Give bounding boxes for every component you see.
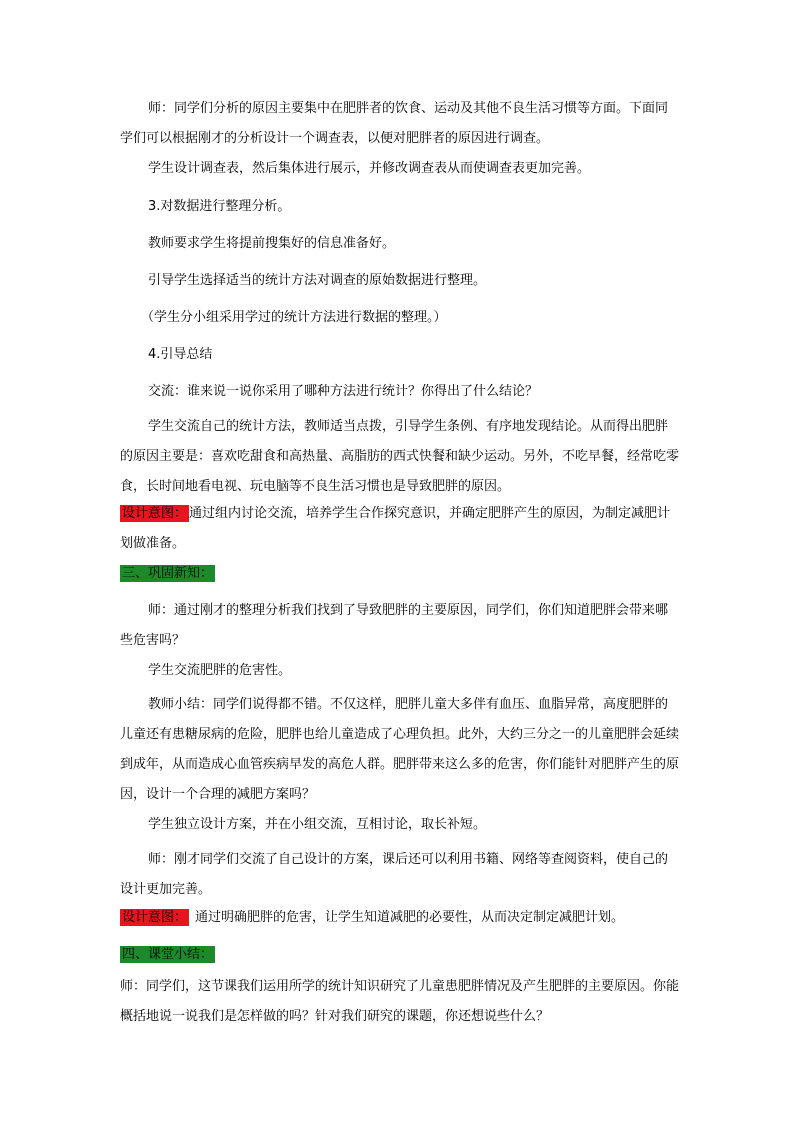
paragraph-step-3: 3.对数据进行整理分析。 [148,199,291,214]
section-heading-label: 四、课堂小结： [122,947,214,962]
paragraph-student-survey: 学生设计调查表，然后集体进行展示，并修改调查表从而使调查表更加完善。 [148,161,591,176]
design-intent-text: 通过明确肥胖的危害，让学生知道减肥的必要性，从而决定制定减肥计划。 [195,910,625,925]
paragraph-teacher-after: 师：刚才同学们交流了自己设计的方案，课后还可以利用书籍、网络等查阅资料，使自己的设计更加完善。 [120,852,669,897]
section-heading-label: 三、巩固新知： [122,566,214,581]
design-intent-1 [120,499,680,559]
paragraph-student-plan: 学生独立设计方案，并在小组交流，互相讨论，取长补短。 [148,817,487,832]
paragraph-harm-discuss: 学生交流肥胖的危害性。 [148,663,292,678]
paragraph-class-summary: 师：同学们，这节课我们运用所学的统计知识研究了儿童患肥胖情况及产生肥胖的主要原因。你能概括地说一说我们是怎样做的吗？针对我们研究的课题，你还想说些什么？ [120,979,680,1024]
paragraph-guide-method: 引导学生选择适当的统计方法对调查的原始数据进行整理。 [148,273,487,288]
paragraph-conclusion: 学生交流自己的统计方法，教师适当点拨，引导学生条例、有序地发现结论。从而得出肥胖的原因主要是：喜欢吃甜食和高热量、高脂肪的西式快餐和缺少运动。另外，不吃早餐，经常吃零食，长时间地看电视、玩电脑等不良生活习惯也是导致肥胖的原因。 [120,419,680,494]
paragraph-group-work: （学生分小组采用学过的统计方法进行数据的整理。） [141,310,447,325]
design-intent-tag: 设计意图： [122,910,188,925]
paragraph-step-4: 4.引导总结 [148,347,213,362]
section-heading-4 [120,946,215,964]
paragraph-teacher-request: 教师要求学生将提前搜集好的信息准备好。 [148,236,396,251]
paragraph-teacher-analysis: 师：同学们分析的原因主要集中在肥胖者的饮食、运动及其他不良生活习惯等方面。下面同学们可以根据刚才的分析设计一个调查表，以便对肥胖者的原因进行调查。 [120,101,669,146]
section-heading-3 [120,565,215,583]
paragraph-exchange-question: 交流：谁来说一说你采用了哪种方法进行统计？你得出了什么结论？ [148,384,539,399]
design-intent-tag: 设计意图： [122,506,188,521]
paragraph-teacher-summary: 教师小结：同学们说得都不错。不仅这样，肥胖儿童大多伴有血压、血脂异常，高度肥胖的儿童还有患糖尿病的危险，肥胖也给儿童造成了心理负担。此外，大约三分之一的儿童肥胖会延续到成年，从而造成心血管疾病早发的高危人群。肥胖带来这么多的危害，你们能针对肥胖产生的原因，设计一个合理的减肥方案吗？ [120,697,680,802]
paragraph-harm-question: 师：通过刚才的整理分析我们找到了导致肥胖的主要原因，同学们，你们知道肥胖会带来哪些危害吗？ [120,603,669,648]
design-intent-text: 通过组内讨论交流，培养学生合作探究意识，并确定肥胖产生的原因，为制定减肥计划做准备。 [120,506,671,551]
design-intent-2 [120,903,624,933]
